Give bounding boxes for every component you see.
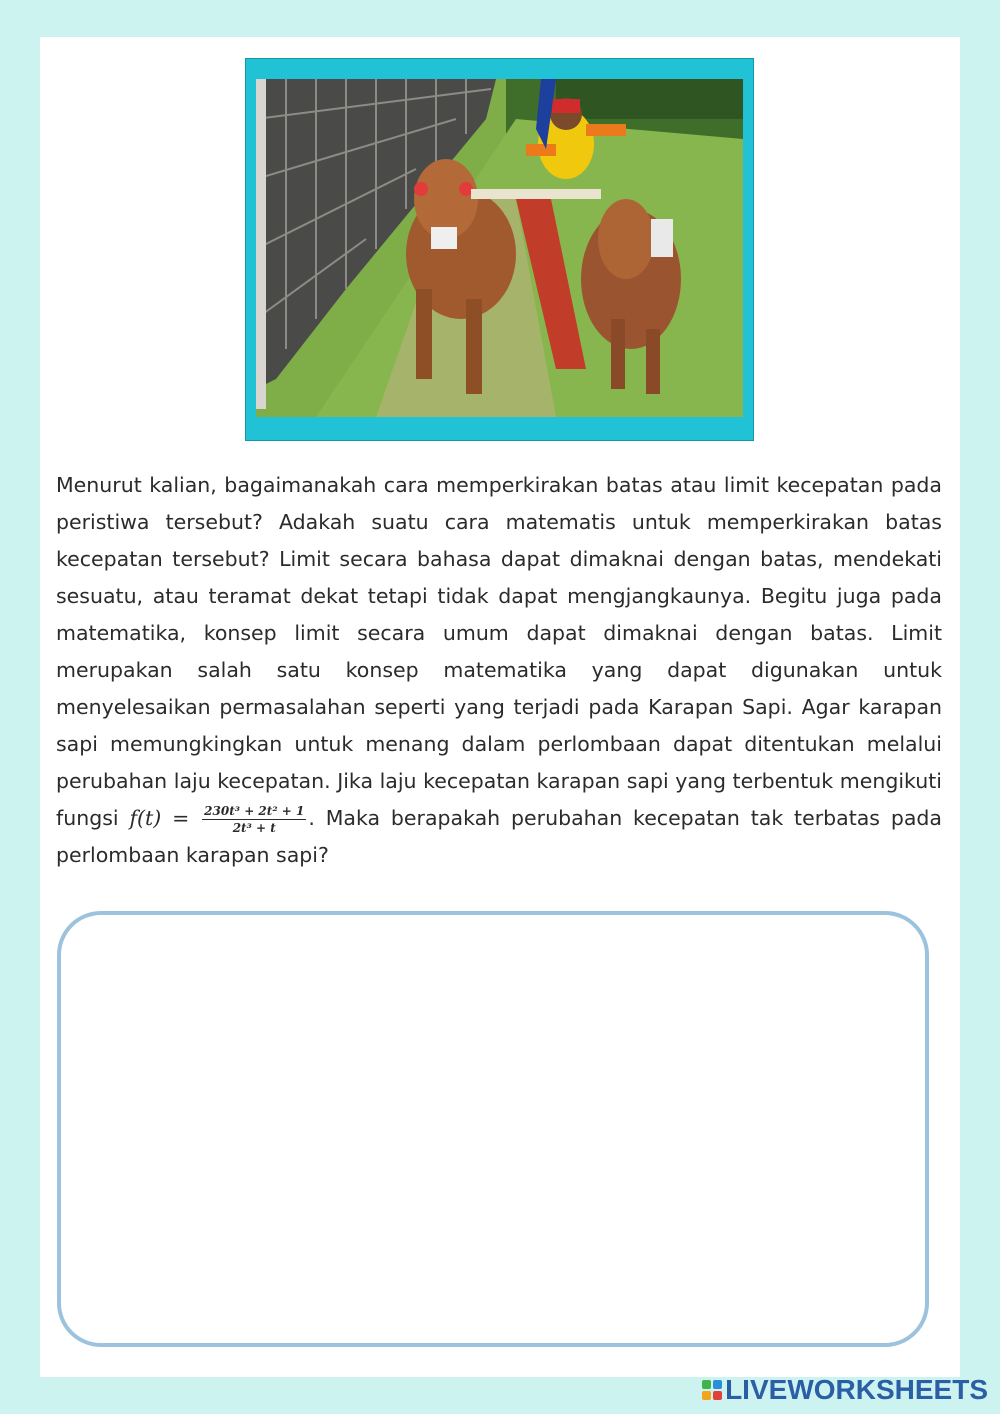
worksheet-page: [40, 37, 960, 1377]
function-fraction: [202, 803, 306, 836]
brand-name: LIVEWORKSHEETS: [725, 1374, 988, 1405]
karapan-sapi-photo: [256, 79, 743, 417]
function-lhs: f(t) =: [129, 806, 201, 830]
liveworksheets-logo: [702, 1375, 988, 1405]
fraction-numerator: 230t³ + 2t² + 1: [204, 803, 305, 818]
answer-input-box[interactable]: [57, 911, 929, 1347]
liveworksheets-icon: [702, 1380, 722, 1400]
paragraph-text-part1: Menurut kalian, bagaimanakah cara memperkirakan batas atau limit kecepatan pada peristiwa tersebut? Adakah suatu cara matematis untuk memperkirakan batas kecepatan tersebut? Limit secara bahasa dapat dimaknai dengan batas, mendekati sesuatu, atau teramat dekat tetapi tidak dapat mengjangkaunya. Begitu juga pada matematika, konsep limit secara umum dapat dimaknai dengan batas. Limit merupakan salah satu konsep matematika yang dapat digunakan untuk menyelesaikan permasalahan seperti yang terjadi pada Karapan Sapi. Agar karapan sapi memungkingkan untuk menang dalam perlombaan dapat ditentukan melalui perubahan laju kecepatan. Jika laju kecepatan karapan sapi yang terbentuk mengikuti fungsi: [56, 473, 942, 830]
paragraph-text-part2: . Maka berapakah perubahan kecepatan tak terbatas pada perlombaan karapan sapi?: [56, 806, 942, 867]
question-paragraph: [56, 467, 942, 874]
photo-frame: [245, 58, 754, 441]
fraction-denominator: 2t³ + t: [232, 820, 276, 835]
